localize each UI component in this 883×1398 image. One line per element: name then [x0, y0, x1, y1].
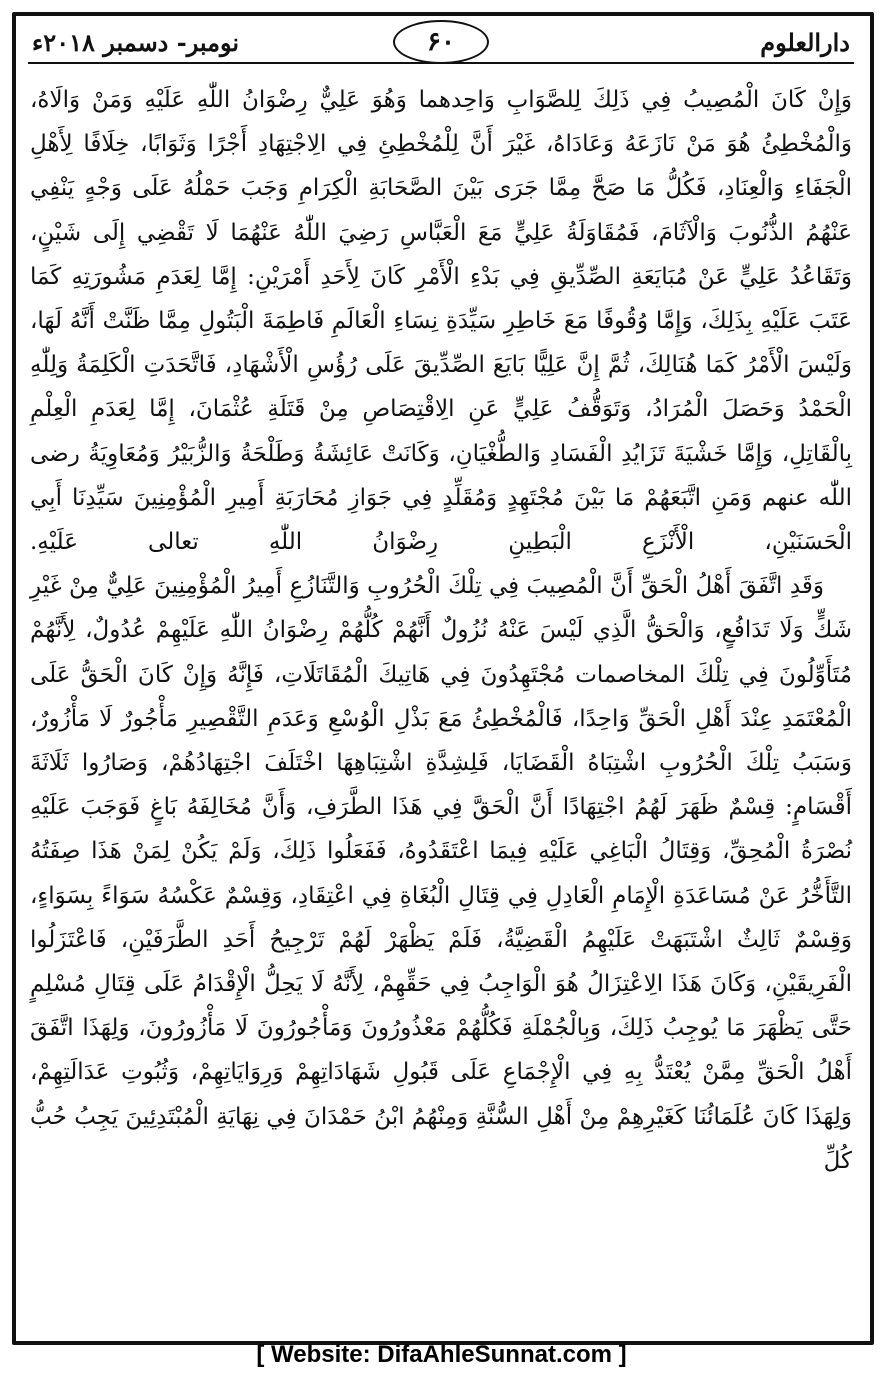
paragraph-2: وَقَدِ اتَّفَقَ أَهْلُ الْحَقِّ أَنَّ الْمُصِيبَ فِي تِلْكَ الْحُرُوبِ وَالتَّنَازُعِ أَمِيرُ الْمُؤْمِنِينَ عَلِيٌّ مِنْ غَيْرِ شَكٍّ وَلَا تَدَافُعٍ، وَالْحَقُّ الَّذِي لَيْسَ عَنْهُ نُزُولٌ أَنَّهُمْ كُلُّهُمْ رِضْوَانُ اللّٰهِ عَلَيْهِمْ عُدُولٌ، لِأَنَّهُمْ مُتَأَوِّلُونَ فِي تِلْكَ المخاصمات مُجْتَهِدُونَ فِي هَاتِيكَ الْمُقَاتَلَاتِ، فَإِنَّهُ وَإِنْ كَانَ الْحَقُّ عَلَى الْمُعْتَمَدِ عِنْدَ أَهْلِ الْحَقِّ وَاحِدًا، فَالْمُخْطِئُ مَعَ بَذْلِ الْوُسْعِ وَعَدَمِ التَّقْصِيرِ مَأْجُورٌ لَا مَأْزُورٌ، وَسَبَبُ تِلْكَ الْحُرُوبِ اشْتِبَاهُ الْقَضَايَا، فَلِشِدَّةِ اشْتِبَاهِهَا اخْتَلَفَ اجْتِهَادُهُمْ، وَصَارُوا ثَلَاثَةَ أَقْسَامٍ: قِسْمٌ ظَهَرَ لَهُمُ اجْتِهَادًا أَنَّ الْحَقَّ فِي هَذَا الطَّرَفِ، وَأَنَّ مُخَالِفَهُ بَاغٍ فَوَجَبَ عَلَيْهِ نُصْرَةُ الْمُحِقِّ، وَقِتَالُ الْبَاغِي عَلَيْهِ فِيمَا اعْتَقَدُوهُ، فَفَعَلُوا ذَلِكَ، وَلَمْ يَكُنْ لِمَنْ هَذَا صِفَتُهُ التَّأَخُّرُ عَنْ مُسَاعَدَةِ الْإِمَامِ الْعَادِلِ فِي قِتَالِ الْبُغَاةِ فِي اعْتِقَادِ، وَقِسْمٌ عَكْسُهُ سَوَاءً بِسَوَاءٍ، وَقِسْمٌ ثَالِثٌ اشْتَبَهَتْ عَلَيْهِمُ الْقَضِيَّةُ، فَلَمْ يَظْهَرْ لَهُمْ تَرْجِيحُ أَحَدِ الطَّرَفَيْنِ، فَاعْتَزَلُوا الْفَرِيقَيْنِ، وَكَانَ هَذَا الِاعْتِزَالُ هُوَ الْوَاجِبُ فِي حَقِّهِمْ، لِأَنَّهُ لَا يَحِلُّ الْإِقْدَامُ عَلَى قِتَالِ مُسْلِمٍ حَتَّى يَظْهَرَ مَا يُوجِبُ ذَلِكَ، وَبِالْجُمْلَةِ فَكُلُّهُمْ مَعْذُورُونَ وَمَأْجُورُونَ لَا مَأْزُورُونَ، وَلِهَذَا اتَّفَقَ أَهْلُ الْحَقِّ مِمَّنْ يُعْتَدُّ بِهِ فِي الْإِجْمَاعِ عَلَى قَبُولِ شَهَادَاتِهِمْ وَرِوَايَاتِهِمْ، وَثُبُوتِ عَدَالَتِهِمْ، وَلِهَذَا كَانَ عُلَمَائُنَا كَغَيْرِهِمْ مِنْ أَهْلِ السُّنَّةِ وَمِنْهُمُ ابْنُ حَمْدَانَ فِي نِهَايَةِ الْمُبْتَدِئِينَ يَجِبُ حُبُّ كُلِّ [30, 573, 852, 1174]
article-body [30, 78, 852, 1183]
page-number: ۶۰ [393, 20, 489, 64]
website-footer: [ Website: DifaAhleSunnat.com ] [256, 1341, 627, 1368]
journal-name: دارالعلوم [760, 28, 850, 57]
paragraph-1: وَإِنْ كَانَ الْمُصِيبُ فِي ذَلِكَ لِلصَّوَابِ وَاحِدهما وَهُوَ عَلِيٌّ رِضْوَانُ اللّٰهِ عَلَيْهِ وَمَنْ وَالَاهُ، وَالْمُخْطِئُ هُوَ مَنْ نَازَعَهُ وَعَادَاهُ، غَيْرَ أَنَّ لِلْمُخْطِئِ فِي الِاجْتِهَادِ أَجْرًا وَثَوَابًا، خِلَافًا لِأَهْلِ الْجَفَاءِ وَالْعِنَادِ، فَكُلُّ مَا صَحَّ مِمَّا جَرَى بَيْنَ الصَّحَابَةِ الْكِرَامِ وَجَبَ حَمْلُهُ عَلَى وَجْهٍ يَنْفِي عَنْهُمُ الذُّنُوبَ وَالْآثَامَ، فَمُقَاوَلَةُ عَلِيٍّ مَعَ الْعَبَّاسِ رَضِيَ اللّٰهُ عَنْهُمَا لَا تَقْضِي إِلَى شَيْنٍ، وَتَقَاعُدُ عَلِيٍّ عَنْ مُبَايَعَةِ الصِّدِّيقِ فِي بَدْءِ الْأَمْرِ كَانَ لِأَحَدِ أَمْرَيْنِ: إِمَّا لِعَدَمِ مَشُورَتِهِ كَمَا عَتَبَ عَلَيْهِ بِذَلِكَ، وَإِمَّا وُقُوفًا مَعَ خَاطِرِ سَيِّدَةِ نِسَاءِ الْعَالَمِ فَاطِمَةَ الْبَتُولِ مِمَّا ظَنَّتْ أَنَّهُ لَهَا، وَلَيْسَ الْأَمْرُ كَمَا هُنَالِكَ، ثُمَّ إِنَّ عَلِيًّا بَايَعَ الصِّدِّيقَ عَلَى رُؤُسِ الْأَشْهَادِ، فَاتَّحَدَتِ الْكَلِمَةُ وَلِلّٰهِ الْحَمْدُ وَحَصَلَ الْمُرَادُ، وَتَوَقُّفُ عَلِيٍّ عَنِ الِاقْتِصَاصِ مِنْ قَتَلَةِ عُثْمَانَ، إِمَّا لِعَدَمِ الْعِلْمِ بِالْقَاتِلِ، وَإِمَّا خَشْيَةَ تَزَايُدِ الْفَسَادِ وَالطُّغْيَانِ، وَكَانَتْ عَائِشَةُ وَطَلْحَةُ وَالزُّبَيْرُ وَمُعَاوِيَةُ رضى اللّٰه عنهم وَمَنِ اتَّبَعَهُمْ مَا بَيْنَ مُجْتَهِدٍ وَمُقَلِّدٍ فِي جَوَازِ مُحَارَبَةِ أَمِيرِ الْمُؤْمِنِينَ سَيِّدِنَا أَبِي الْحَسَنَيْنِ، الْأَنْزَعِ الْبَطِينِ رِضْوَانُ اللّٰهِ تعالى عَلَيْهِ. [30, 87, 852, 556]
issue-date: نومبر- دسمبر ۲۰۱۸ء [32, 28, 240, 57]
page-header [28, 22, 854, 70]
